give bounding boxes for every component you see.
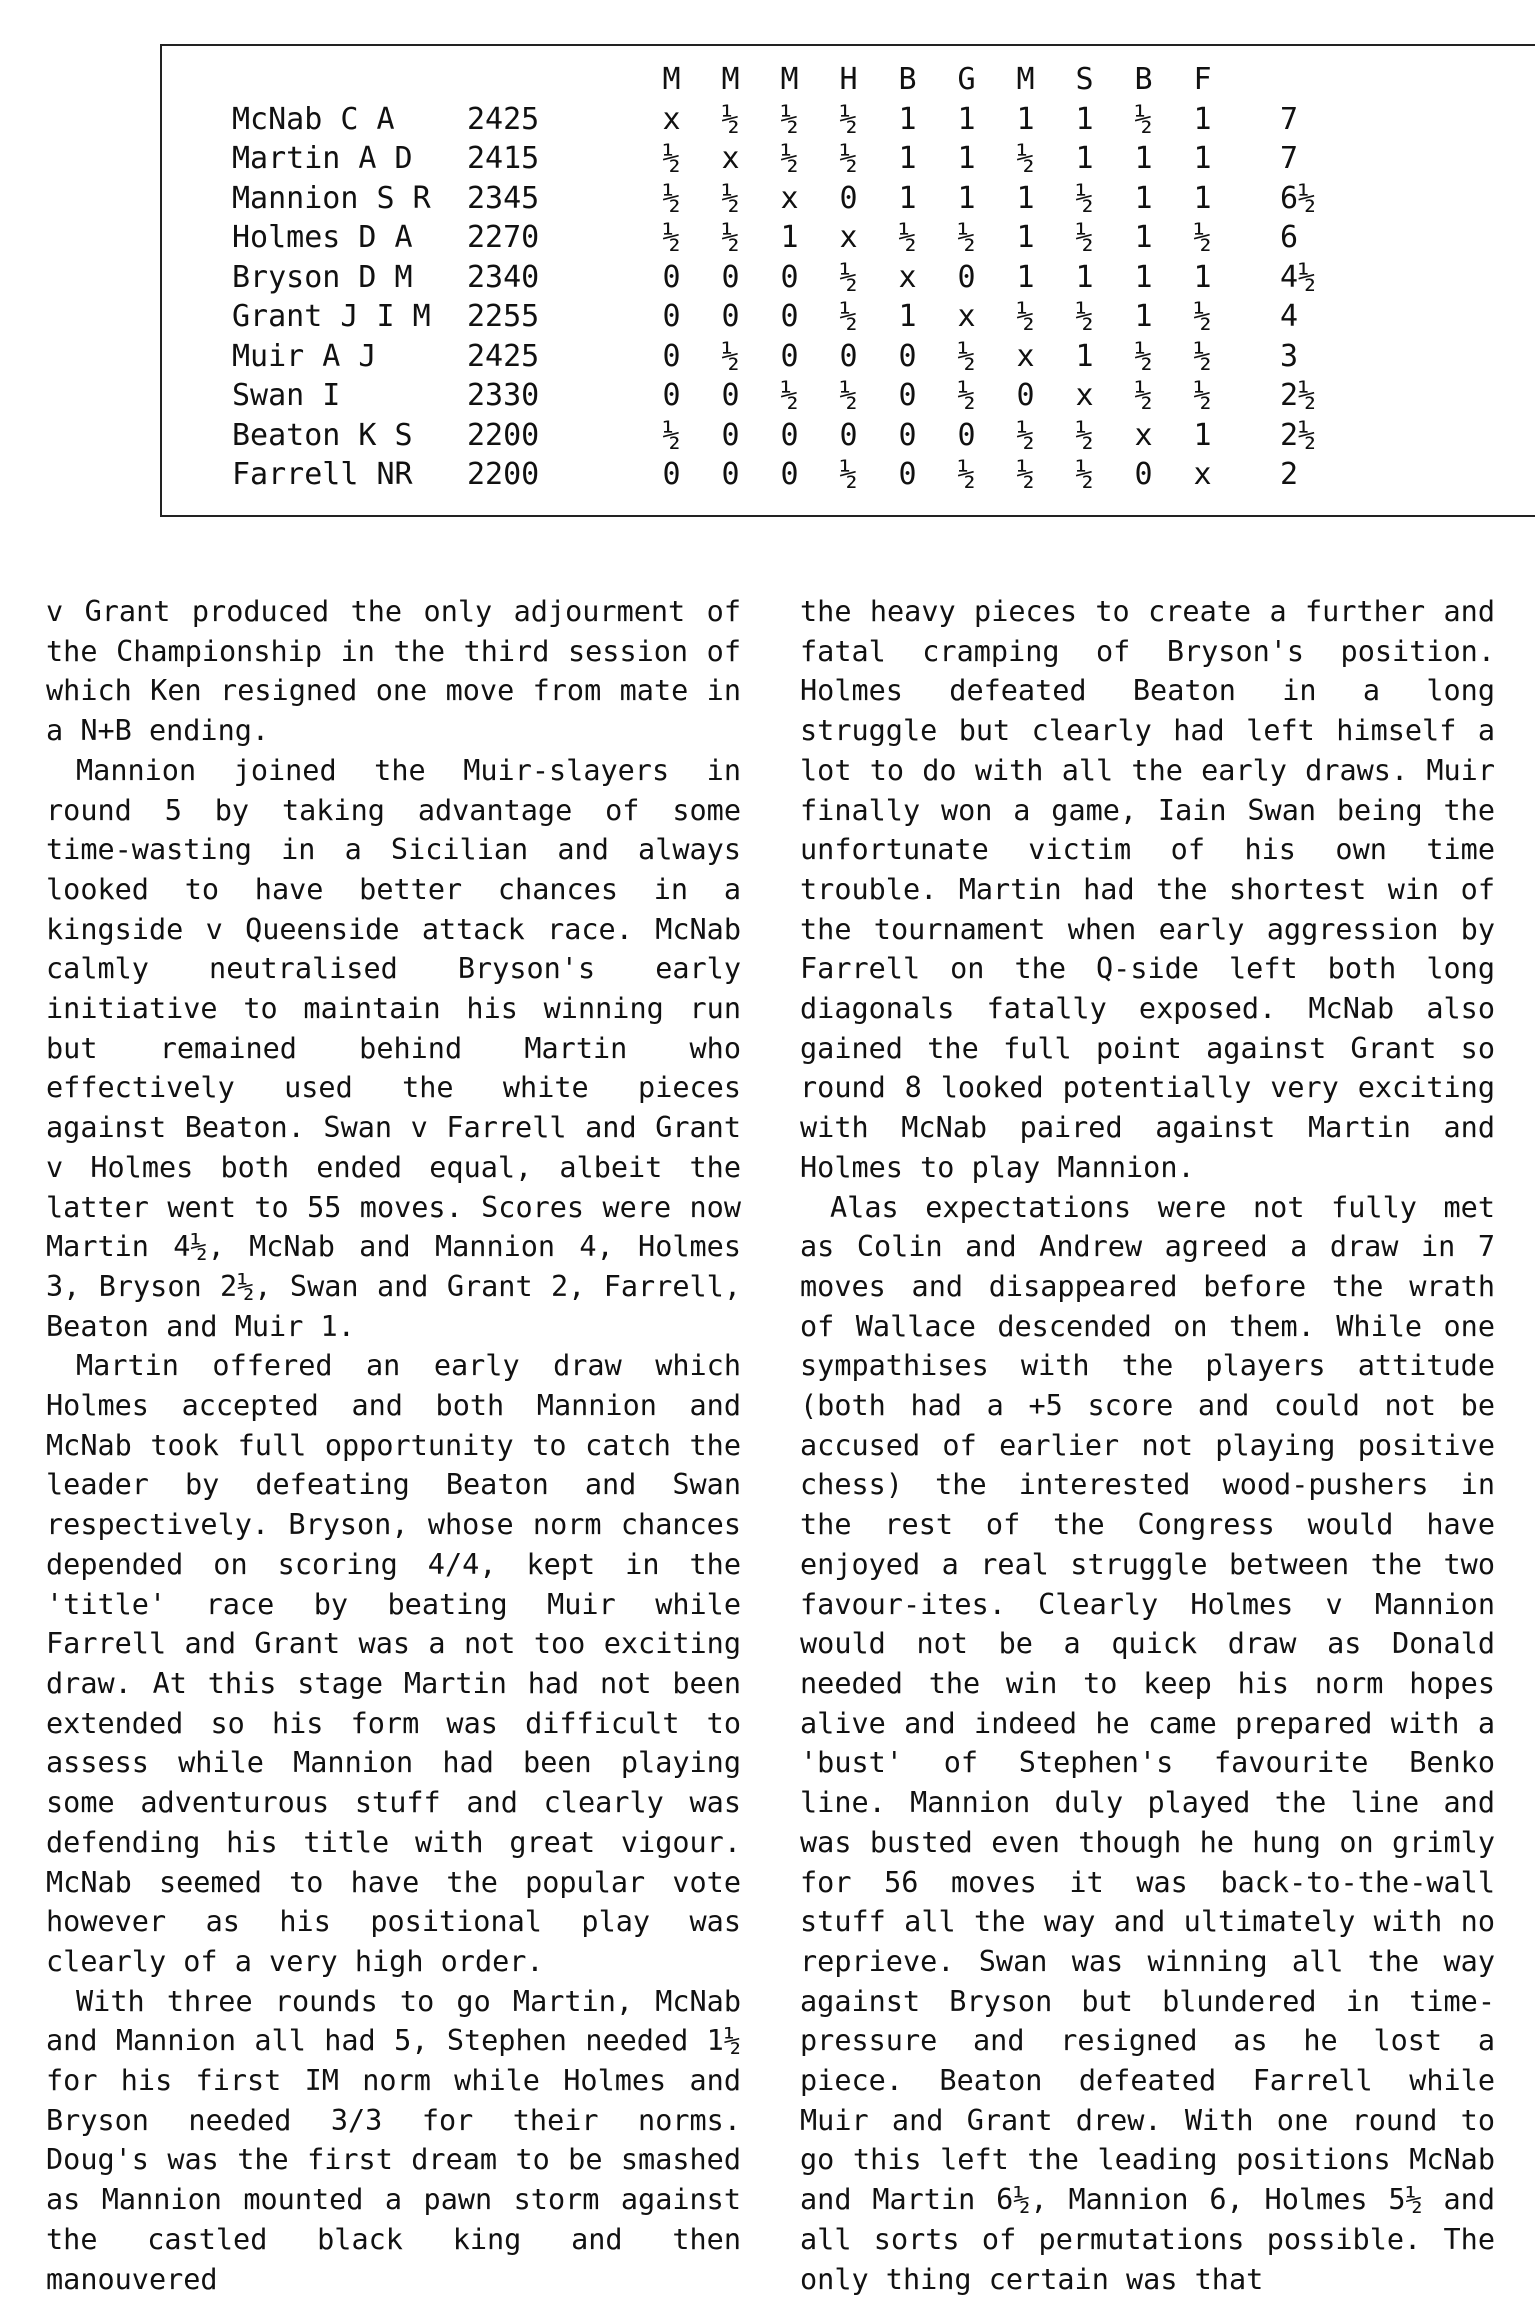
game-result: 0: [662, 259, 681, 295]
game-result: ½: [1134, 101, 1153, 137]
crosstable-row: [232, 337, 1430, 377]
column-header: M: [721, 62, 740, 97]
player-name: Swan I: [232, 378, 341, 413]
article-paragraph: v Grant produced the only adjourment of the Championship in the third session of which Ken resigned one move from mate in a N+B ending.: [46, 595, 741, 748]
player-total: 3: [1280, 338, 1299, 374]
game-result: x: [1075, 378, 1094, 413]
crosstable-row: [232, 416, 1430, 456]
game-result: ½: [839, 101, 858, 137]
game-result: ½: [957, 220, 976, 255]
game-result: ½: [662, 180, 681, 216]
player-name: Martin A D: [232, 141, 413, 176]
game-result: 0: [1016, 378, 1035, 413]
crosstable-row: [232, 258, 1430, 298]
game-result: 0: [898, 378, 917, 413]
game-result: x: [839, 220, 858, 255]
game-result: 1: [1075, 141, 1094, 176]
game-result: 1: [1134, 259, 1153, 295]
game-result: ½: [721, 220, 740, 255]
game-result: 1: [1193, 259, 1212, 295]
game-result: 1: [1193, 101, 1212, 137]
game-result: 1: [1075, 338, 1094, 374]
game-result: 1: [1134, 180, 1153, 216]
game-result: ½: [1016, 141, 1035, 176]
game-result: 1: [780, 220, 799, 255]
game-result: ½: [1075, 180, 1094, 216]
game-result: 0: [721, 378, 740, 413]
game-result: ½: [1016, 299, 1035, 334]
game-result: ½: [721, 338, 740, 374]
game-result: ½: [957, 378, 976, 413]
player-total: 4: [1280, 299, 1299, 334]
player-name: Mannion S R: [232, 180, 431, 216]
column-header: M: [1016, 62, 1035, 97]
game-result: 0: [662, 457, 681, 492]
game-result: x: [1016, 338, 1035, 374]
game-result: ½: [839, 141, 858, 176]
game-result: ½: [1134, 338, 1153, 374]
game-result: ½: [780, 101, 799, 137]
game-result: 0: [721, 457, 740, 492]
player-rating: 2425: [467, 338, 540, 374]
game-result: ½: [662, 141, 681, 176]
game-result: x: [780, 180, 799, 216]
game-result: 0: [1134, 457, 1153, 492]
game-result: 0: [780, 338, 799, 374]
player-name: Holmes D A: [232, 220, 413, 255]
game-result: 0: [780, 259, 799, 295]
game-result: 1: [1193, 417, 1212, 453]
player-total: 6: [1280, 220, 1299, 255]
game-result: 1: [1016, 101, 1035, 137]
column-header: M: [780, 62, 799, 97]
player-name: Muir A J: [232, 338, 377, 374]
column-header: B: [898, 62, 917, 97]
game-result: 0: [898, 417, 917, 453]
game-result: 0: [721, 417, 740, 453]
player-total: 2½: [1280, 378, 1317, 413]
game-result: 1: [898, 180, 917, 216]
game-result: 1: [1075, 259, 1094, 295]
game-result: 0: [957, 259, 976, 295]
player-rating: 2345: [467, 180, 540, 216]
game-result: 1: [1016, 259, 1035, 295]
game-result: ½: [662, 417, 681, 453]
game-result: x: [898, 259, 917, 295]
crosstable-row: [232, 100, 1430, 140]
game-result: 0: [898, 457, 917, 492]
player-name: Grant J I M: [232, 299, 431, 334]
game-result: ½: [898, 220, 917, 255]
game-result: ½: [1075, 220, 1094, 255]
game-result: 0: [662, 299, 681, 334]
game-result: 0: [839, 180, 858, 216]
game-result: ½: [780, 378, 799, 413]
game-result: 1: [898, 299, 917, 334]
game-result: ½: [1193, 378, 1212, 413]
game-result: 0: [839, 417, 858, 453]
column-header: H: [839, 62, 858, 97]
game-result: ½: [1016, 417, 1035, 453]
player-rating: 2415: [467, 141, 540, 176]
game-result: ½: [780, 141, 799, 176]
crosstable-row: [232, 455, 1430, 495]
game-result: 1: [1134, 299, 1153, 334]
player-total: 4½: [1280, 259, 1317, 295]
player-rating: 2330: [467, 378, 540, 413]
crosstable-row: [232, 297, 1430, 337]
article-paragraph: Alas expectations were not fully met as Colin and Andrew agreed a draw in 7 moves and disappeared before the wrath of Wallace descended on them. While one sympathises with the players attitude (both had a +5 score and could not be accused of earlier not playing positive chess) the interested wood-pushers in the rest of the Congress would have enjoyed a real struggle between the two favour-ites. Clearly Holmes v Mannion would not be a quick draw as Donald needed the win to keep his norm hopes alive and indeed he came prepared with a 'bust' of Stephen's favourite Benko line. Mannion duly played the line and was busted even though he hung on grimly for 56 moves it was back-to-the-wall stuff all the way and ultimately with no reprieve. Swan was winning all the way against Bryson but blundered in time-pressure and resigned as he lost a piece. Beaton defeated Farrell while Muir and Grant drew. With one round to go this left the leading positions McNab and Martin 6½, Mannion 6, Holmes 5½ and all sorts of permutations possible. The only thing certain was that: [800, 1190, 1495, 2296]
player-total: 7: [1280, 141, 1299, 176]
player-total: 2: [1280, 457, 1299, 492]
game-result: 0: [721, 299, 740, 334]
article-paragraph: Martin offered an early draw which Holmes accepted and both Mannion and McNab took full opportunity to catch the leader by defeating Beaton and Swan respectively. Bryson, whose norm chances depended on scoring 4/4, kept in the 'title' race by beating Muir while Farrell and Grant was a not too exciting draw. At this stage Martin had not been extended so his form was difficult to assess while Mannion had been playing some adventurous stuff and clearly was defending his title with great vigour. McNab seemed to have the popular vote however as his positional play was clearly of a very high order.: [46, 1349, 741, 1978]
player-rating: 2200: [467, 457, 540, 492]
game-result: 1: [1193, 180, 1212, 216]
game-result: x: [662, 101, 681, 137]
player-name: Bryson D M: [232, 259, 413, 295]
game-result: ½: [957, 457, 976, 492]
article-paragraph: With three rounds to go Martin, McNab and Mannion all had 5, Stephen needed 1½ for his first IM norm while Holmes and Bryson needed 3/3 for their norms. Doug's was the first dream to be smashed as Mannion mounted a pawn storm against the castled black king and then manouvered: [46, 1984, 741, 2296]
player-total: 2½: [1280, 417, 1317, 453]
crosstable-row: [232, 179, 1430, 219]
game-result: 1: [957, 141, 976, 176]
game-result: 1: [1016, 180, 1035, 216]
player-rating: 2200: [467, 417, 540, 453]
game-result: x: [957, 299, 976, 334]
crosstable: [232, 60, 1430, 495]
column-header: B: [1134, 62, 1153, 97]
column-header: S: [1075, 62, 1094, 97]
game-result: 0: [780, 457, 799, 492]
game-result: 0: [957, 417, 976, 453]
game-result: 1: [1075, 101, 1094, 137]
game-result: ½: [1193, 299, 1212, 334]
article-left-column: [46, 592, 741, 2299]
article-right-column: [800, 592, 1495, 2299]
game-result: 0: [780, 299, 799, 334]
player-name: Beaton K S: [232, 417, 413, 453]
game-result: ½: [1134, 378, 1153, 413]
game-result: x: [1134, 417, 1153, 453]
game-result: ½: [1016, 457, 1035, 492]
player-rating: 2255: [467, 299, 540, 334]
crosstable-row: [232, 139, 1430, 179]
game-result: ½: [957, 338, 976, 374]
game-result: ½: [839, 457, 858, 492]
player-name: Farrell NR: [232, 457, 413, 492]
crosstable-row: [232, 218, 1430, 258]
game-result: ½: [1075, 417, 1094, 453]
game-result: 1: [898, 101, 917, 137]
player-total: 7: [1280, 101, 1299, 137]
player-rating: 2425: [467, 101, 540, 137]
game-result: ½: [1193, 220, 1212, 255]
game-result: 0: [721, 259, 740, 295]
game-result: 1: [1134, 141, 1153, 176]
game-result: 0: [662, 338, 681, 374]
game-result: ½: [839, 259, 858, 295]
game-result: ½: [839, 378, 858, 413]
game-result: 1: [1016, 220, 1035, 255]
game-result: 0: [662, 378, 681, 413]
article-paragraph: Mannion joined the Muir-slayers in round 5 by taking advantage of some time-wasting in a Sicilian and always looked to have better chances in a kingside v Queenside attack race. McNab calmly neutralised Bryson's early initiative to maintain his winning run but remained behind Martin who effectively used the white pieces against Beaton. Swan v Farrell and Grant v Holmes both ended equal, albeit the latter went to 55 moves. Scores were now Martin 4½, McNab and Mannion 4, Holmes 3, Bryson 2½, Swan and Grant 2, Farrell, Beaton and Muir 1.: [46, 753, 741, 1343]
game-result: 1: [898, 141, 917, 176]
game-result: ½: [839, 299, 858, 334]
crosstable-box: [160, 44, 1535, 517]
game-result: ½: [721, 101, 740, 137]
game-result: 0: [839, 338, 858, 374]
game-result: 1: [1193, 141, 1212, 176]
crosstable-header-row: [232, 60, 1430, 100]
game-result: ½: [662, 220, 681, 255]
column-header: G: [957, 62, 976, 97]
game-result: x: [1193, 457, 1212, 492]
game-result: ½: [1193, 338, 1212, 374]
column-header: M: [662, 62, 681, 97]
game-result: ½: [1075, 457, 1094, 492]
game-result: 1: [1134, 220, 1153, 255]
article-paragraph: the heavy pieces to create a further and fatal cramping of Bryson's position. Holmes defeated Beaton in a long struggle but clearly had left himself a lot to do with all the early draws. Muir finally won a game, Iain Swan being the unfortunate victim of his own time trouble. Martin had the shortest win of the tournament when early aggression by Farrell on the Q-side left both long diagonals fatally exposed. McNab also gained the full point against Grant so round 8 looked potentially very exciting with McNab paired against Martin and Holmes to play Mannion.: [800, 595, 1495, 1184]
game-result: 0: [780, 417, 799, 453]
column-header: F: [1193, 62, 1212, 97]
player-name: McNab C A: [232, 101, 395, 137]
game-result: 1: [957, 180, 976, 216]
game-result: 1: [957, 101, 976, 137]
game-result: ½: [1075, 299, 1094, 334]
crosstable-row: [232, 376, 1430, 416]
player-rating: 2270: [467, 220, 540, 255]
game-result: 0: [898, 338, 917, 374]
game-result: x: [721, 141, 740, 176]
game-result: ½: [721, 180, 740, 216]
player-total: 6½: [1280, 180, 1317, 216]
player-rating: 2340: [467, 259, 540, 295]
